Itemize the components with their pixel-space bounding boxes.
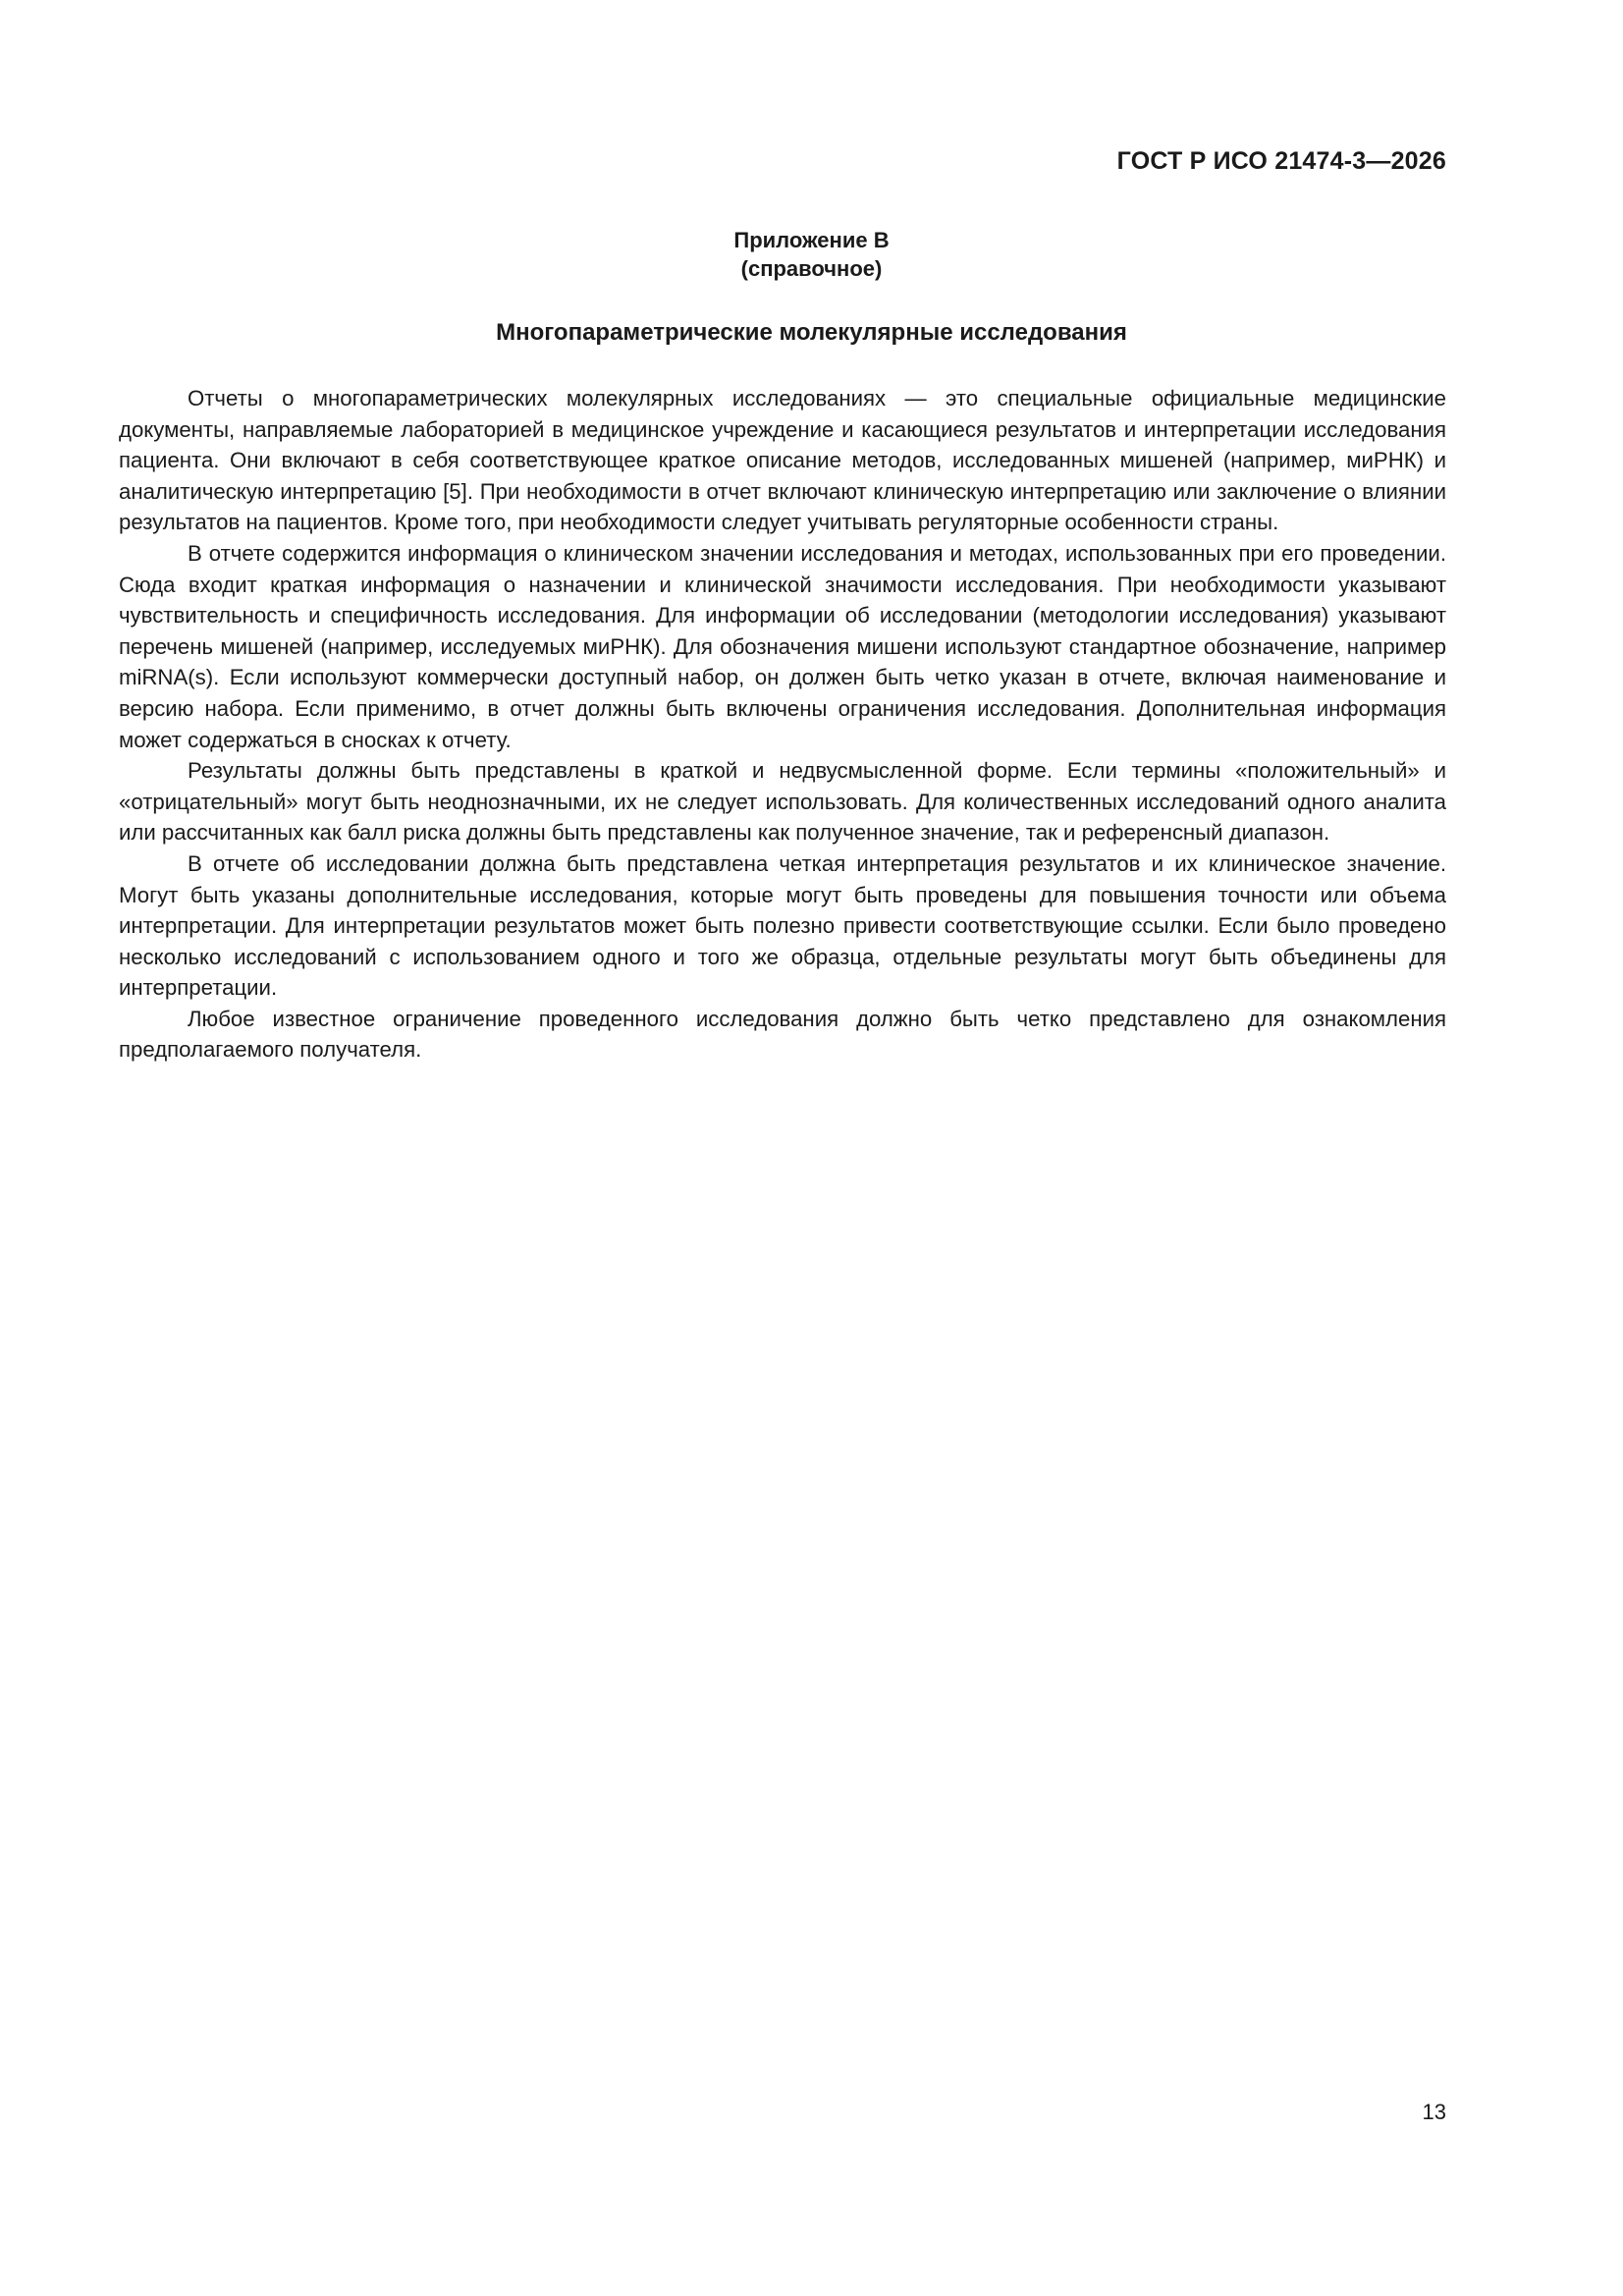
paragraph: Отчеты о многопараметрических молекулярных исследованиях — это специальные официальные медицинские документы, направляемые лабораторией в медицинское учреждение и касающиеся результатов и интерпретации исследования пациента. Они включают в себя соответствующее краткое описание методов, исследованных мишеней (например, миРНК) и аналитическую интерпретацию [5]. При необходимости в отчет включают клиническую интерпретацию или заключение о влиянии результатов на пациентов. Кроме того, при необходимости следует учитывать регуляторные особенности страны. (119, 386, 1446, 535)
body-text (119, 383, 1446, 1066)
appendix-title: Приложение В (733, 228, 890, 252)
section-title: Многопараметрические молекулярные исследования (496, 319, 1127, 346)
paragraph: В отчете содержится информация о клиническом значении исследования и методах, использованных при его проведении. Сюда входит краткая информация о назначении и клинической значимости исследования. При необходимости указывают чувствительность и специфичность исследования. Для информации об исследовании (методологии исследования) указывают перечень мишеней (например, исследуемых миРНК). Для обозначения мишени используют стандартное обозначение, например miRNA(s). Если используют коммерчески доступный набор, он должен быть четко указан в отчете, включая наименование и версию набора. Если применимо, в отчет должны быть включены ограничения исследования. Дополнительная информация может содержаться в сносках к отчету. (119, 540, 1446, 752)
paragraph: Результаты должны быть представлены в краткой и недвусмысленной форме. Если термины «положительный» и «отрицательный» могут быть неоднозначными, их не следует использовать. Для количественных исследований одного аналита или рассчитанных как балл риска должны быть представлены как полученное значение, так и референсный диапазон. (119, 758, 1446, 846)
paragraph: В отчете об исследовании должна быть представлена четкая интерпретация результатов и их клиническое значение. Могут быть указаны дополнительные исследования, которые могут быть проведены для повышения точности или объема интерпретации. Для интерпретации результатов может быть полезно привести соответствующие ссылки. Если было проведено несколько исследований с использованием одного и того же образца, отдельные результаты могут быть объединены для интерпретации. (119, 850, 1446, 1001)
paragraph: Любое известное ограничение проведенного исследования должно быть четко представлено для ознакомления предполагаемого получателя. (119, 1006, 1446, 1063)
appendix-status: (справочное) (740, 256, 883, 281)
page-number: 13 (1422, 2100, 1446, 2124)
document-code: ГОСТ Р ИСО 21474-3—2026 (1116, 147, 1446, 175)
appendix-heading (0, 226, 1623, 283)
